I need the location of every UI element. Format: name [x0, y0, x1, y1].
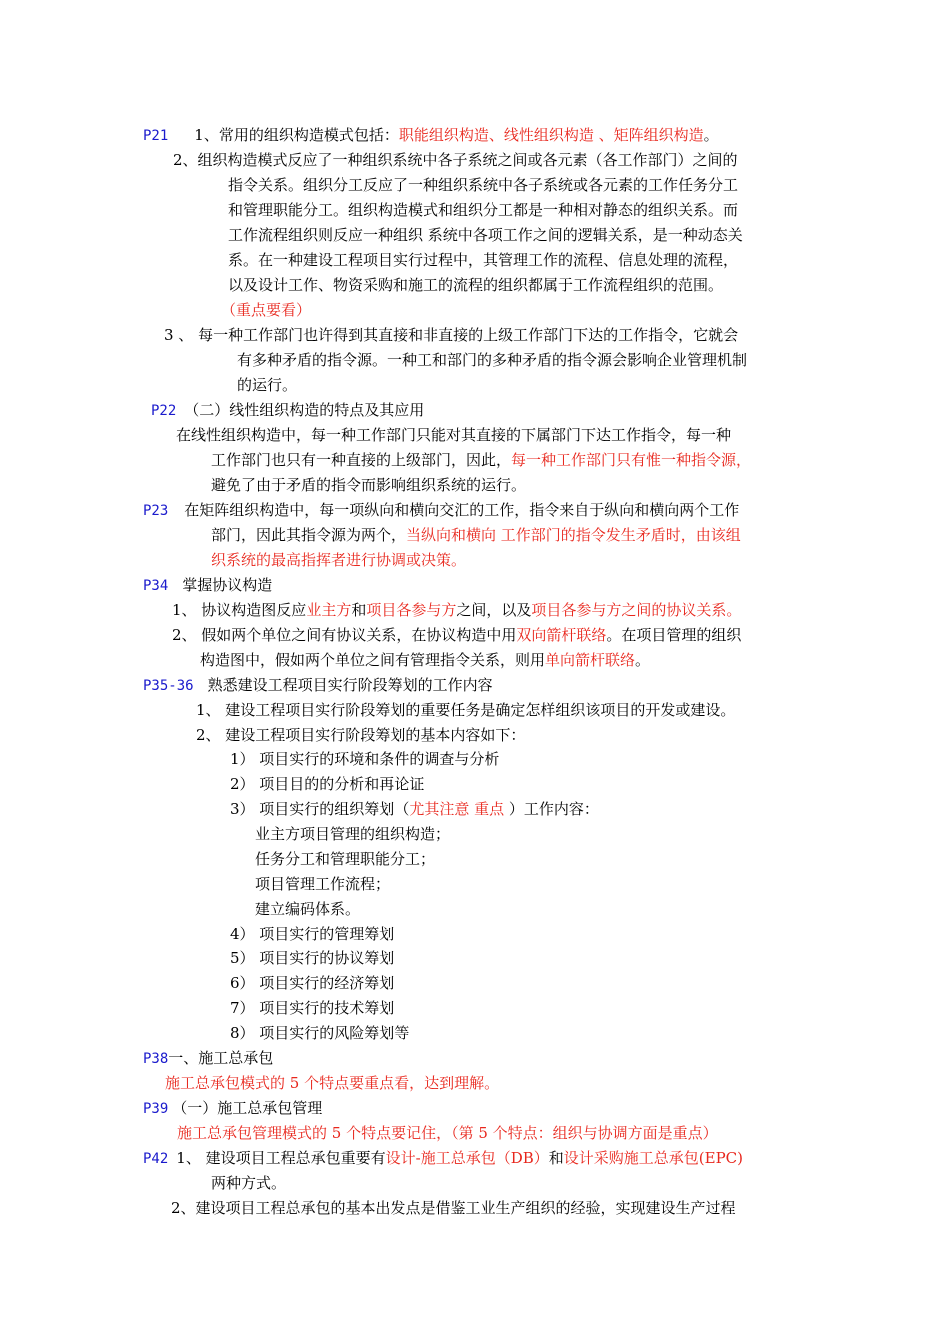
- page-ref: P42: [143, 1151, 169, 1167]
- p22-line: [211, 448, 751, 472]
- p22-line: 避免了由于矛盾的指令而影响组织系统的运行。: [211, 476, 527, 494]
- page-ref: P34: [143, 578, 169, 594]
- page-ref: P22: [151, 403, 177, 419]
- p38-heading: [143, 1046, 273, 1070]
- section-title: 掌握协议构造: [182, 576, 273, 594]
- p21-item3-line: 3 、 每一种工作部门也许得到其直接和非直接的上级工作部门下达的工作指令，它就会: [164, 326, 739, 344]
- p35-heading: [143, 673, 493, 697]
- page-ref: P23: [143, 503, 169, 519]
- p35-subitem: 2） 项目目的的分析和再论证: [230, 775, 425, 793]
- p34-item2: [172, 623, 741, 647]
- highlight-text: 每一种工作部门只有惟一种指令源，: [511, 451, 752, 469]
- text: 部门，因此其指令源为两个，: [211, 526, 407, 544]
- p35-subitem: 5） 项目实行的协议筹划: [230, 949, 395, 967]
- p21-item3-line: 有多种矛盾的指令源。一种工和部门的多种矛盾的指令源会影响企业管理机制: [237, 351, 748, 369]
- p21-item2-line: 以及设计工作、物资采购和施工的流程的组织都属于工作流程组织的范围。: [228, 276, 724, 294]
- highlight-text: 项目各参与方之间的协议关系。: [531, 601, 742, 619]
- p35-subsubitem: 业主方项目管理的组织构造；: [255, 825, 451, 843]
- p35-subitem: 6） 项目实行的经济筹划: [230, 974, 395, 992]
- emphasis-note: （重点要看）: [221, 301, 312, 319]
- text: 构造图中，假如两个单位之间有管理指令关系，则用: [200, 651, 546, 669]
- highlight-text: 设计采购施工总承包(EPC): [563, 1149, 743, 1167]
- page-ref: P21: [143, 128, 169, 144]
- highlight-text: 设计-施工总承包（DB）: [385, 1149, 549, 1167]
- p35-subitem: [230, 797, 599, 821]
- highlight-text: 双向箭杆联络: [516, 626, 607, 644]
- p34-item2-cont: [200, 648, 650, 672]
- p35-item2: 2、 建设工程项目实行阶段筹划的基本内容如下：: [196, 726, 526, 744]
- text: 之间，以及: [456, 601, 532, 619]
- text: 。: [635, 651, 651, 669]
- p21-item2-line: 系。在一种建设工程项目实行过程中，其管理工作的流程、信息处理的流程，: [228, 251, 739, 269]
- text: 3） 项目实行的组织筹划（: [230, 800, 410, 818]
- highlight-text: 尤其注意 重点: [409, 800, 505, 818]
- p22-line: 在线性组织构造中，每一种工作部门只能对其直接的下属部门下达工作指令，每一种: [176, 426, 732, 444]
- p21-line: [143, 123, 719, 147]
- p35-subsubitem: 建立编码体系。: [255, 900, 361, 918]
- p21-item2-line: 2、组织构造模式反应了一种组织系统中各子系统之间或各元素（各工作部门）之间的: [173, 151, 738, 169]
- p23-line: 织系统的最高指挥者进行协调或决策。: [211, 551, 467, 569]
- text: 1、常用的组织构造模式包括：: [194, 126, 399, 144]
- p35-item1: 1、 建设工程项目实行阶段筹划的重要任务是确定怎样组织该项目的开发或建设。: [196, 701, 736, 719]
- page-ref: P35-36: [143, 678, 194, 694]
- text: 工作部门也只有一种直接的上级部门，因此，: [211, 451, 512, 469]
- p35-subitem: 8） 项目实行的风险筹划等: [230, 1024, 410, 1042]
- section-title: 一、施工总承包: [168, 1049, 274, 1067]
- p34-heading: [143, 573, 272, 597]
- p21-item2-line: 工作流程组织则反应一种组织 系统中各项工作之间的逻辑关系，是一种动态关: [228, 226, 743, 244]
- p42-item1-cont: 两种方式。: [211, 1174, 287, 1192]
- p35-subitem: 7） 项目实行的技术筹划: [230, 999, 395, 1017]
- p42-item1: [143, 1146, 743, 1170]
- section-title: （二）线性组织构造的特点及其应用: [184, 401, 425, 419]
- page-ref: P38: [143, 1051, 169, 1067]
- text: 1、 协议构造图反应: [172, 601, 307, 619]
- p34-item1: [172, 598, 741, 622]
- p39-red-line: 施工总承包管理模式的 5 个特点要记住，（第 5 个特点：组织与协调方面是重点）: [177, 1124, 718, 1142]
- text: 1、 建设项目工程总承包重要有: [176, 1149, 386, 1167]
- p23-line: [211, 523, 741, 547]
- text: 和: [548, 1149, 564, 1167]
- p21-item2-line: 指令关系。组织分工反应了一种组织系统中各子系统或各元素的工作任务分工: [228, 176, 739, 194]
- p22-heading: [151, 398, 424, 422]
- page-ref: P39: [143, 1101, 169, 1117]
- p21-item3-line: 的运行。: [237, 376, 298, 394]
- highlight-text: 业主方: [306, 601, 352, 619]
- text: 2、 假如两个单位之间有协议关系，在协议构造中用: [172, 626, 517, 644]
- text: 。在项目管理的组织: [606, 626, 742, 644]
- p23-line: [143, 498, 739, 522]
- p35-subitem: 4） 项目实行的管理筹划: [230, 925, 395, 943]
- highlight-text: 当纵向和横向 工作部门的指令发生矛盾时，由该组: [406, 526, 741, 544]
- section-title: （一）施工总承包管理: [172, 1099, 323, 1117]
- p35-subsubitem: 任务分工和管理职能分工；: [255, 850, 436, 868]
- highlight-text: 项目各参与方: [366, 601, 457, 619]
- highlight-text: 职能组织构造、线性组织构造 、矩阵组织构造: [398, 126, 704, 144]
- p21-item2-line: 和管理职能分工。组织构造模式和组织分工都是一种相对静态的组织关系。而: [228, 201, 739, 219]
- section-title: 熟悉建设工程项目实行阶段筹划的工作内容: [207, 676, 493, 694]
- p42-item2: 2、建设项目工程总承包的基本出发点是借鉴工业生产组织的经验，实现建设生产过程: [171, 1199, 736, 1217]
- p35-subitem: 1） 项目实行的环境和条件的调查与分析: [230, 750, 500, 768]
- p38-red-line: 施工总承包模式的 5 个特点要重点看，达到理解。: [165, 1074, 500, 1092]
- text: 。: [703, 126, 719, 144]
- text: ）工作内容：: [504, 800, 599, 818]
- p39-heading: [143, 1096, 322, 1120]
- text: 在矩阵组织构造中，每一项纵向和横向交汇的工作，指令来自于纵向和横向两个工作: [184, 501, 740, 519]
- p35-subsubitem: 项目管理工作流程；: [255, 875, 391, 893]
- text: 和: [351, 601, 367, 619]
- highlight-text: 单向箭杆联络: [545, 651, 636, 669]
